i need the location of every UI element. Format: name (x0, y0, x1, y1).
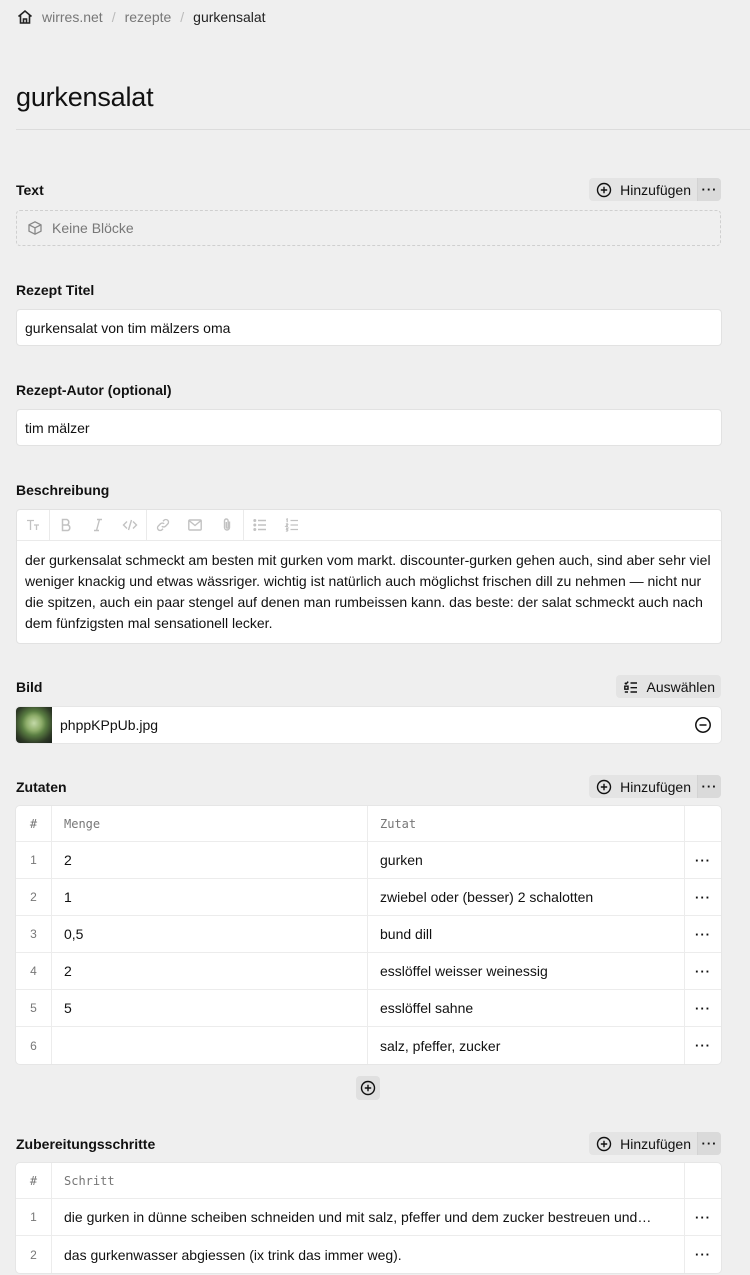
cell-menge[interactable]: 5 (52, 990, 368, 1026)
table-header (16, 806, 721, 842)
row-more-button[interactable]: ··· (695, 1209, 711, 1225)
schritte-table (16, 1163, 721, 1273)
row-index: 2 (16, 1236, 52, 1273)
rezept-titel-input[interactable]: gurkensalat von tim mälzers oma (16, 309, 722, 346)
table-row[interactable] (16, 879, 721, 916)
zutaten-more-button[interactable]: ··· (697, 775, 721, 798)
add-row-button[interactable] (356, 1076, 380, 1100)
rezept-autor-input[interactable]: tim mälzer (16, 409, 722, 446)
breadcrumb-separator: / (180, 9, 185, 25)
schritte-add-label: Hinzufügen (620, 1135, 691, 1152)
plus-circle-icon (596, 1136, 612, 1152)
schritte-label: Zubereitungsschritte (16, 1136, 156, 1152)
breadcrumb-item-section[interactable]: rezepte (124, 9, 172, 25)
blocks-empty-state[interactable] (16, 210, 721, 246)
italic-icon[interactable] (82, 510, 114, 540)
bold-icon[interactable] (50, 510, 82, 540)
row-index: 6 (16, 1027, 52, 1064)
text-add-button[interactable] (589, 178, 697, 201)
row-index: 3 (16, 916, 52, 952)
row-index: 5 (16, 990, 52, 1026)
rezept-titel-label: Rezept Titel (16, 282, 95, 298)
cell-zutat[interactable]: zwiebel oder (besser) 2 schalotten (368, 879, 685, 915)
beschreibung-text[interactable]: der gurkensalat schmeckt am besten mit gurken vom markt. discounter-gurken gehen auch, sind aber sehr viel weniger knackig und etwas wässriger. wichtig ist natürlich auch möglichst frischen dill zu nehmen — nicht nur die spitzen, auch ein paar stengel auf denen man rumbeissen kann. das beste: der salat schmeckt auch nach dem fünfzigsten mal sensationell lecker. (25, 552, 711, 631)
schritte-more-button[interactable]: ··· (697, 1132, 721, 1155)
zutaten-add-label: Hinzufügen (620, 778, 691, 795)
page-title: gurkensalat (16, 82, 154, 112)
code-icon[interactable] (114, 510, 146, 540)
breadcrumb-item-current[interactable]: gurkensalat (193, 9, 266, 25)
column-header-menge[interactable]: Menge (52, 806, 368, 841)
cell-menge[interactable]: 2 (52, 953, 368, 989)
table-row[interactable] (16, 842, 721, 879)
cell-schritt[interactable]: das gurkenwasser abgiessen (ix trink das immer weg). (52, 1236, 685, 1273)
table-row[interactable] (16, 916, 721, 953)
column-header-options (685, 806, 721, 841)
plus-circle-icon (360, 1080, 376, 1096)
plus-circle-icon (596, 182, 612, 198)
table-row[interactable] (16, 990, 721, 1027)
row-index: 1 (16, 842, 52, 878)
zutaten-actions (589, 775, 721, 798)
table-row[interactable] (16, 1236, 721, 1273)
cell-menge[interactable] (52, 1027, 368, 1064)
row-more-button[interactable]: ··· (695, 963, 711, 979)
cell-menge[interactable]: 0,5 (52, 916, 368, 952)
breadcrumb-separator: / (111, 9, 116, 25)
schritte-actions (589, 1132, 721, 1155)
text-more-button[interactable]: ··· (697, 178, 721, 201)
cell-zutat[interactable]: bund dill (368, 916, 685, 952)
cell-schritt[interactable]: die gurken in dünne scheiben schneiden und mit salz, pfeffer und dem zucker bestreuen und… (52, 1199, 685, 1235)
column-header-zutat[interactable]: Zutat (368, 806, 685, 841)
text-field-label: Text (16, 182, 44, 198)
image-file-name: phppKPpUb.jpg (60, 717, 159, 733)
cell-zutat[interactable]: salz, pfeffer, zucker (368, 1027, 685, 1064)
table-row[interactable] (16, 953, 721, 990)
schritte-add-button[interactable] (589, 1132, 697, 1155)
row-more-button[interactable]: ··· (695, 926, 711, 942)
title-divider (16, 129, 750, 130)
row-more-button[interactable]: ··· (695, 1247, 711, 1262)
column-header-options (685, 1163, 721, 1198)
image-thumbnail (16, 707, 52, 743)
plus-circle-icon (596, 779, 612, 795)
bild-select-label: Auswählen (646, 678, 715, 695)
table-header (16, 1163, 721, 1199)
cell-menge[interactable]: 2 (52, 842, 368, 878)
column-header-schritt[interactable]: Schritt (52, 1163, 685, 1198)
row-index: 2 (16, 879, 52, 915)
zutaten-label: Zutaten (16, 779, 67, 795)
table-row[interactable] (16, 1199, 721, 1236)
column-header-index: # (16, 1163, 52, 1198)
cell-menge[interactable]: 1 (52, 879, 368, 915)
home-icon[interactable] (16, 8, 34, 26)
beschreibung-editor[interactable] (16, 509, 722, 644)
bild-actions (616, 675, 722, 698)
row-index: 4 (16, 953, 52, 989)
table-row[interactable] (16, 1027, 721, 1064)
row-more-button[interactable]: ··· (695, 889, 711, 905)
bild-select-button[interactable] (616, 675, 722, 698)
bild-label: Bild (16, 679, 43, 695)
cell-zutat[interactable]: esslöffel sahne (368, 990, 685, 1026)
beschreibung-label: Beschreibung (16, 482, 110, 498)
text-add-label: Hinzufügen (620, 181, 691, 198)
text-size-icon[interactable] (17, 510, 49, 540)
numbered-list-icon[interactable] (276, 510, 308, 540)
blocks-empty-label: Keine Blöcke (52, 220, 134, 236)
row-more-button[interactable]: ··· (695, 852, 711, 868)
rezept-autor-label: Rezept-Autor (optional) (16, 382, 172, 398)
row-index: 1 (16, 1199, 52, 1235)
link-icon[interactable] (147, 510, 179, 540)
cell-zutat[interactable]: gurken (368, 842, 685, 878)
cell-zutat[interactable]: esslöffel weisser weinessig (368, 953, 685, 989)
email-icon[interactable] (179, 510, 211, 540)
cube-icon (27, 220, 43, 236)
remove-circle-icon[interactable] (694, 716, 712, 734)
checklist-icon (623, 679, 639, 695)
breadcrumb (16, 8, 266, 26)
zutaten-table (16, 806, 721, 1064)
row-more-button[interactable]: ··· (695, 1038, 711, 1053)
text-field-actions (589, 178, 721, 201)
bullet-list-icon[interactable] (244, 510, 276, 540)
zutaten-add-button[interactable] (589, 775, 697, 798)
image-file-item[interactable] (16, 707, 721, 743)
attachment-icon[interactable] (211, 510, 243, 540)
breadcrumb-item-site[interactable]: wirres.net (42, 9, 103, 25)
row-more-button[interactable]: ··· (695, 1000, 711, 1016)
editor-toolbar (17, 510, 721, 541)
column-header-index: # (16, 806, 52, 841)
